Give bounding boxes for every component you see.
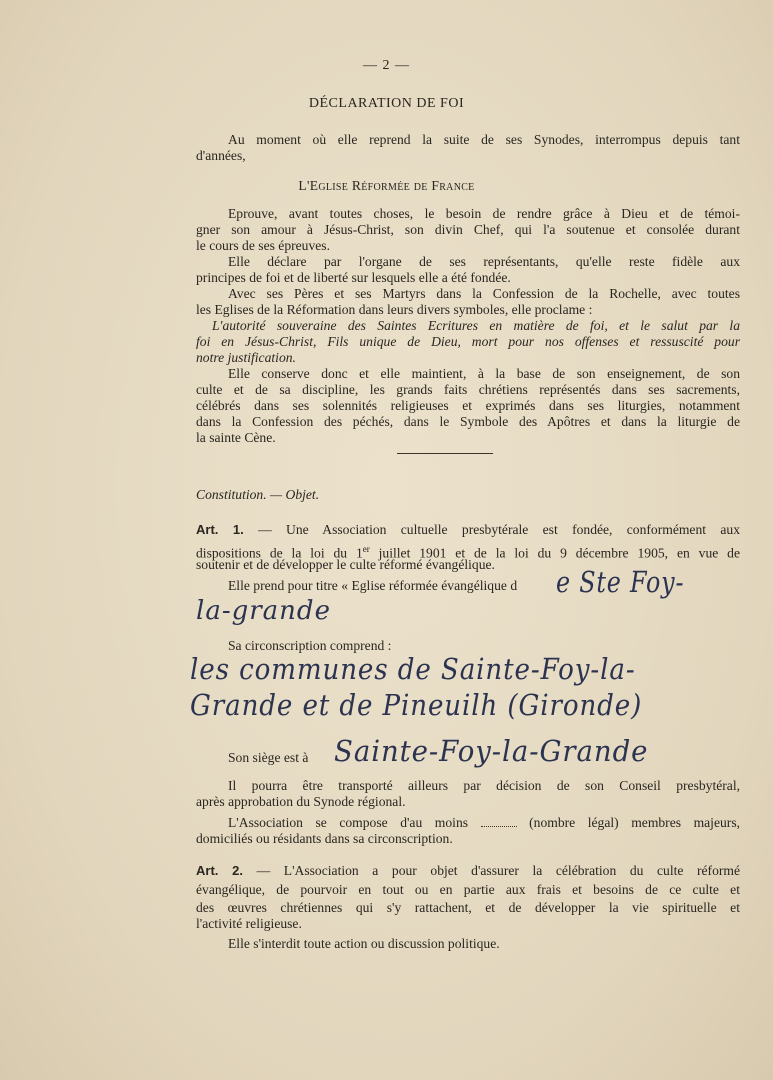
art1-label: Art. 1.	[196, 522, 244, 537]
member-count-blank	[481, 816, 517, 827]
art1-line-1-text: — Une Association cultuelle presbytérale est fondée, conformément aux	[243, 522, 740, 537]
art1-siege-handwriting: Sainte-Foy-la-Grande	[334, 734, 649, 768]
art1-siege-label: Son siège est à	[228, 750, 309, 765]
art2-line-5: Elle s'interdit toute action ou discussion politique.	[228, 936, 500, 951]
para2-line-1: Elle déclare par l'organe de ses représentants, qu'elle reste fidèle aux	[228, 254, 740, 269]
art1-compose-line-1	[228, 815, 740, 831]
art1-title-handwriting-2: la-grande	[196, 596, 331, 626]
intro-line-1: Au moment où elle reprend la suite de ses Synodes, interrompus depuis tant	[228, 132, 740, 147]
para3-line-1: Avec ses Pères et ses Martyrs dans la Confession de la Rochelle, avec toutes	[228, 286, 740, 301]
art2-line-3: des œuvres chrétiennes qui s'y rattachent, et de développer la vie spirituelle et	[196, 900, 740, 915]
page-number: — 2 —	[363, 58, 410, 73]
art2-label: Art. 2.	[196, 863, 244, 878]
para3-line-2: les Eglises de la Réformation dans leurs divers symboles, elle proclame :	[196, 302, 593, 317]
quote-line-3: notre justification.	[196, 350, 296, 365]
art2-line-4: l'activité religieuse.	[196, 916, 302, 931]
art1-transport-line-2: après approbation du Synode régional.	[196, 794, 406, 809]
quote-line-1: L'autorité souveraine des Saintes Ecritures en matière de foi, et le salut par la	[212, 318, 740, 333]
art1-circ-label: Sa circonscription comprend :	[228, 638, 392, 653]
section-divider	[397, 453, 493, 454]
art1-line-3: soutenir et de développer le culte réformé évangélique.	[196, 557, 495, 572]
art1-compose-1b: (nombre légal) membres majeurs,	[529, 815, 741, 830]
art1-circ-handwriting-1: les communes de Sainte-Foy-la-	[190, 652, 636, 686]
para4-line-5: la sainte Cène.	[196, 430, 276, 445]
para4-line-3: célébrés dans ses solennités religieuses et exprimés dans ses liturgies, notamment	[196, 398, 740, 413]
art1-circ-handwriting-2: Grande et de Pineuilh (Gironde)	[190, 688, 643, 722]
section-heading: Constitution. — Objet.	[196, 487, 320, 502]
art1-compose-1a: L'Association se compose d'au moins	[228, 815, 469, 830]
art2-line-2: évangélique, de pourvoir en tout ou en partie aux frais et besoins de ce culte et	[196, 882, 740, 897]
page-title: DÉCLARATION DE FOI	[308, 96, 465, 111]
art1-title-handwriting-1: e Ste Foy-	[556, 565, 685, 599]
art1-line-1	[196, 522, 740, 538]
quote-line-2: foi en Jésus-Christ, Fils unique de Dieu, mort pour nos offenses et ressuscité pour	[196, 334, 740, 349]
art2-line-1	[196, 863, 740, 879]
para4-line-2: culte et de sa discipline, les grands faits chrétiens représentés dans ses sacrements,	[196, 382, 740, 397]
art1-title-label: Elle prend pour titre « Eglise réformée évangélique d	[228, 578, 518, 593]
para4-line-1: Elle conserve donc et elle maintient, à la base de son enseignement, de son	[228, 366, 740, 381]
art2-line-1-text: — L'Association a pour objet d'assurer la célébration du culte réformé	[243, 863, 741, 878]
art1-compose-line-2: domiciliés ou résidants dans sa circonscription.	[196, 831, 453, 846]
art1-transport-line-1: Il pourra être transporté ailleurs par décision de son Conseil presbytéral,	[228, 778, 740, 793]
para2-line-2: principes de foi et de liberté sur lesquels elle a été fondée.	[196, 270, 511, 285]
art1-line-2-sup: er	[362, 544, 370, 554]
para1-line-3: le cours de ses épreuves.	[196, 238, 330, 253]
church-name: L'Eglise Réformée de France	[298, 178, 475, 193]
art1-line-2b: juillet 1901 et de la loi du 9 décembre 1905, en vue de	[369, 545, 740, 561]
para4-line-4: dans la Confession des péchés, dans le Symbole des Apôtres et dans la liturgie de	[196, 414, 740, 429]
intro-line-2: d'années,	[196, 148, 246, 163]
art1-line-2a: dispositions de la loi du 1	[196, 545, 363, 561]
para1-line-1: Eprouve, avant toutes choses, le besoin de rendre grâce à Dieu et de témoi-	[228, 206, 740, 221]
para1-line-2: gner son amour à Jésus-Christ, son divin Chef, qui l'a soutenue et consolée durant	[196, 222, 740, 237]
